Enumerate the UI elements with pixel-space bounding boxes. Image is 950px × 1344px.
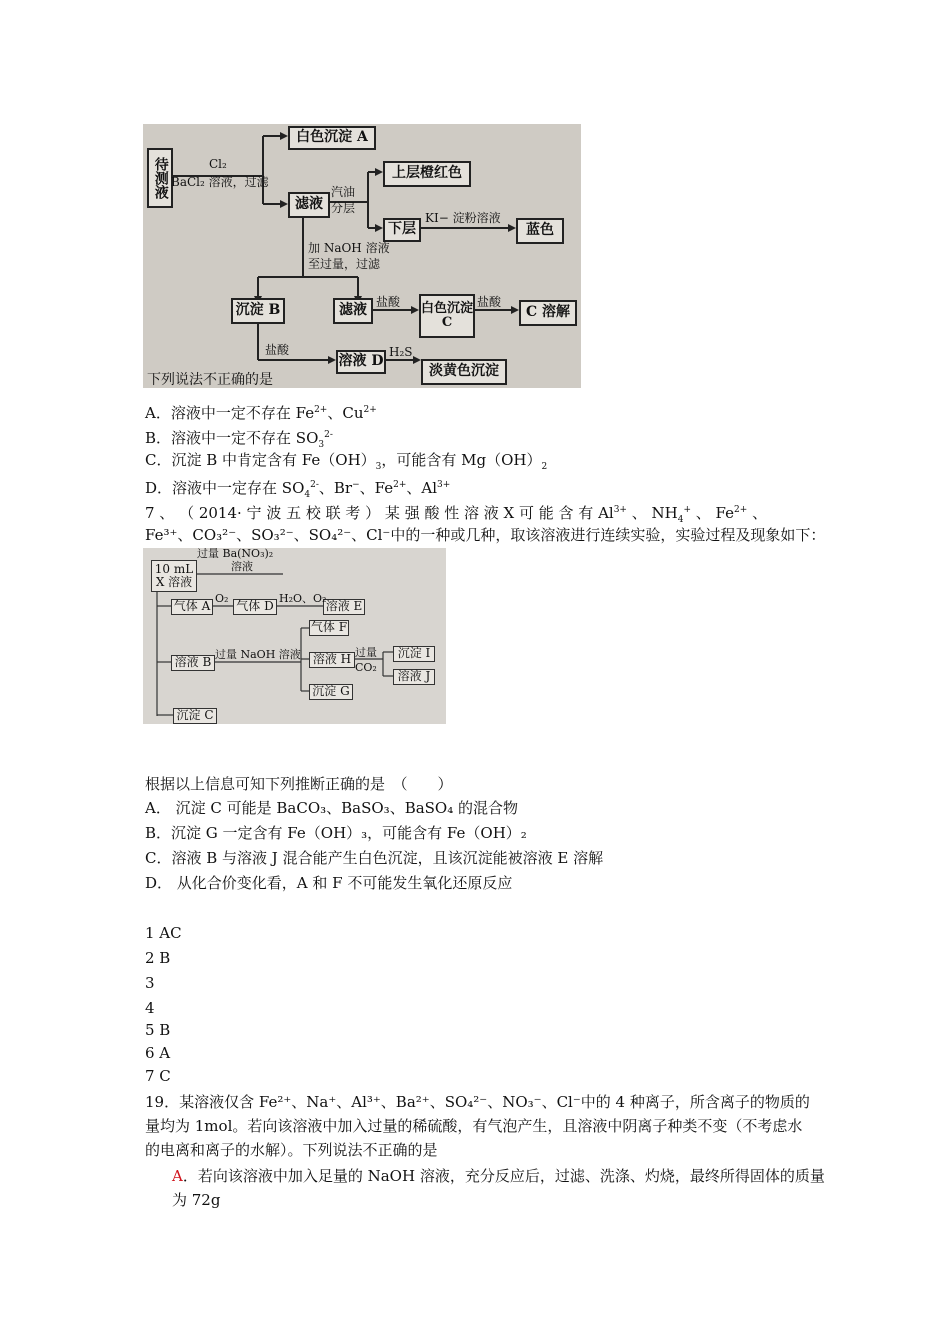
- q19-stem: [145, 1090, 810, 1162]
- q6-option-d: D．溶液中一定存在 $SO_4^{2-}$、Br−、$Fe^{2+}$、$Al^{3+}$: [145, 479, 451, 500]
- box-precipitate-c: 沉淀 C: [173, 708, 217, 724]
- box-precipitate-b: 沉淀 B: [231, 298, 285, 324]
- q7-stem-line-1: 7 、 （ 2014· 宁 波 五 校 联 考 ） 某 强 酸 性 溶 液 X 可 能 含 有 $Al^{3+}$ 、 $NH_4^+$ 、 $Fe^{2+}$ 、: [145, 504, 768, 525]
- label-h2s: H₂S: [389, 345, 413, 359]
- label-cl2: Cl₂: [209, 157, 227, 171]
- label-layering: 分层: [331, 201, 356, 215]
- label-h2o-o2: H₂O、O₂: [279, 592, 327, 605]
- box-lower-layer: 下层: [383, 218, 421, 242]
- box-solution-e: 溶液 E: [323, 599, 365, 615]
- answer-5: 5 B: [145, 1021, 171, 1039]
- answer-4: 4: [145, 999, 155, 1017]
- label-ki-starch: KI− 淀粉溶液: [425, 211, 501, 225]
- box-gas-f: 气体 F: [310, 620, 348, 635]
- label-excess: 过量: [355, 646, 377, 659]
- label-bacl2: BaCl₂ 溶液，过滤: [171, 175, 269, 189]
- box-blue: 蓝色: [516, 218, 564, 244]
- box-precipitate-g: 沉淀 G: [309, 684, 353, 700]
- box-precipitate-i: 沉淀 I: [393, 646, 435, 662]
- q7-option-b: B．沉淀 G 一定含有 Fe（OH）₃，可能含有 Fe（OH）₂: [145, 824, 527, 842]
- box-x-solution: [151, 560, 197, 592]
- box-x-solution-line-2: X 溶液: [155, 575, 193, 589]
- box-c-dissolves: C 溶解: [519, 300, 577, 326]
- answer-2: 2 B: [145, 949, 171, 967]
- q7-stem-line-2: Fe³⁺、CO₃²⁻、SO₃²⁻、SO₄²⁻、Cl⁻中的一种或几种，取该溶液进行连续实验，实验过程及现象如下：: [145, 526, 826, 544]
- label-o2: O₂: [215, 592, 229, 605]
- label-hcl-2: 盐酸: [477, 295, 502, 309]
- label-ba-solution: 溶液: [231, 560, 253, 573]
- box-white-precipitate-c: 白色沉淀 C: [419, 294, 475, 338]
- q19-option-a: [145, 1164, 837, 1212]
- box-gas-d: 气体 D: [233, 599, 277, 615]
- label-hcl-1: 盐酸: [376, 295, 401, 309]
- label-ba-no3: 过量 Ba(NO₃)₂: [197, 548, 274, 560]
- label-co2: CO₂: [355, 661, 377, 674]
- box-gas-a: 气体 A: [171, 599, 213, 615]
- q6-option-a: A．溶液中一定不存在 $Fe^{2+}$、$Cu^{2+}$: [145, 404, 377, 422]
- label-naoh-2: 至过量，过滤: [308, 257, 381, 271]
- box-filtrate-2: 滤液: [333, 298, 373, 324]
- q19-option-a-text: ．若向该溶液中加入足量的 NaOH 溶液，充分反应后，过滤、洗涤、灼烧，最终所得固体的质量为 72g: [172, 1167, 825, 1209]
- box-solution-h: 溶液 H: [309, 652, 355, 668]
- q7-option-a: A． 沉淀 C 可能是 BaCO₃、BaSO₃、BaSO₄ 的混合物: [145, 799, 519, 817]
- label-hcl-3: 盐酸: [265, 343, 290, 357]
- q7-option-d: D． 从化合价变化看，A 和 F 不可能发生氧化还原反应: [145, 874, 513, 892]
- box-solution-d: 溶液 D: [336, 350, 386, 374]
- box-sample: 待测液: [147, 148, 173, 208]
- q7-option-c: C．溶液 B 与溶液 J 混合能产生白色沉淀，且该沉淀能被溶液 E 溶解: [145, 849, 604, 867]
- box-solution-j: 溶液 J: [393, 669, 435, 685]
- box-white-precipitate-a: 白色沉淀 A: [288, 126, 376, 150]
- box-upper-layer: 上层橙红色: [383, 161, 471, 187]
- figure-caption: 下列说法不正确的是: [147, 372, 273, 388]
- box-pale-yellow-precipitate: 淡黄色沉淀: [421, 359, 507, 385]
- box-x-solution-line-1: 10 mL: [154, 561, 194, 576]
- flowchart-figure-1: [143, 124, 581, 388]
- label-excess-naoh: 过量 NaOH 溶液: [215, 648, 301, 661]
- answer-6: 6 A: [145, 1044, 171, 1062]
- label-gasoline: 汽油: [331, 185, 356, 199]
- q19-stem-text: 19．某溶液仅含 Fe²⁺、Na⁺、Al³⁺、Ba²⁺、SO₄²⁻、NO₃⁻、Cl⁻中的 4 种离子，所含离子的物质的量均为 1mol。若向该溶液中加入过量的稀硫酸，有气泡产生，且溶液中阴离子种类不变（不考虑水的电离和离子的水解）。下列说法不正确的是: [145, 1093, 810, 1159]
- flowchart-figure-2: [143, 548, 446, 724]
- q6-option-b: B．溶液中一定不存在 $SO_3^{2-}$: [145, 429, 333, 450]
- q7-question: 根据以上信息可知下列推断正确的是 （ ）: [145, 775, 453, 793]
- q19-option-a-letter: A: [172, 1167, 183, 1185]
- answer-3: 3: [145, 974, 155, 992]
- label-naoh-1: 加 NaOH 溶液: [308, 241, 390, 255]
- answer-7: 7 C: [145, 1067, 171, 1085]
- answer-1: 1 AC: [145, 924, 182, 942]
- box-filtrate-1: 滤液: [288, 192, 330, 218]
- q6-option-c: C．沉淀 B 中肯定含有 $Fe(OH)_3$，可能含有 $Mg(OH)_2$: [145, 451, 548, 472]
- box-solution-b: 溶液 B: [171, 655, 215, 671]
